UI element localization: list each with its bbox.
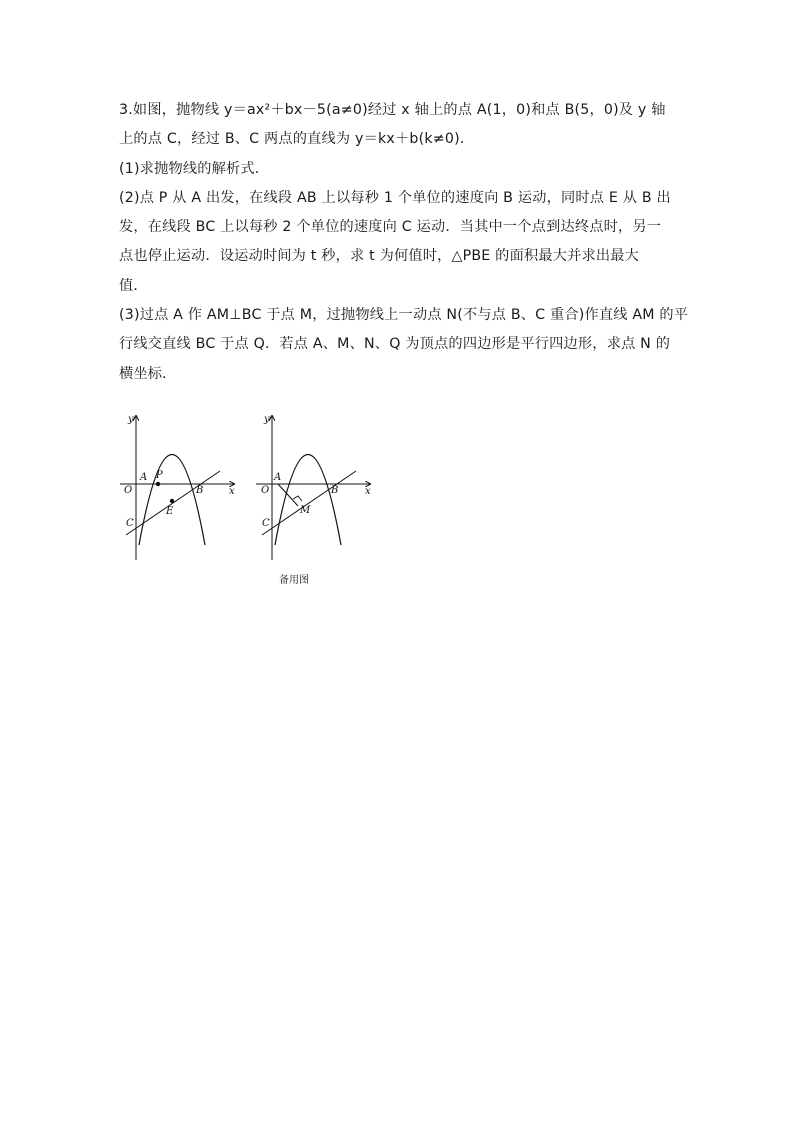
label-y-1: y — [128, 414, 134, 425]
label-o-1: O — [124, 485, 133, 496]
label-x-1: x — [229, 486, 235, 497]
part-3-line-3: 横坐标． — [119, 365, 177, 382]
label-a-1: A — [140, 472, 148, 483]
part-1: (1)求抛物线的解析式． — [119, 160, 270, 177]
problem-text — [119, 96, 697, 389]
label-a-2: A — [274, 472, 282, 483]
figures-svg — [116, 410, 376, 570]
part-2-line-4: 值． — [119, 277, 148, 294]
label-b-1: B — [196, 485, 204, 496]
label-p-1: P — [156, 470, 163, 481]
label-c-2: C — [262, 518, 270, 529]
intro-line-1: 3.如图，抛物线 y＝ax²＋bx－5(a≠0)经过 x 轴上的点 A(1，0)和点 B(5，0)及 y 轴 — [119, 102, 666, 118]
point-e — [170, 499, 174, 503]
part-2-line-3: 点也停止运动．设运动时间为 t 秒，求 t 为何值时，△PBE 的面积最大并求出最大 — [119, 248, 640, 265]
figures — [116, 410, 376, 590]
label-y-2: y — [264, 414, 270, 425]
part-2-line-2: 发，在线段 BC 上以每秒 2 个单位的速度向 C 运动．当其中一个点到达终点时，另一 — [119, 219, 662, 236]
label-x-2: x — [365, 486, 371, 497]
label-c-1: C — [126, 518, 134, 529]
figure-2 — [256, 414, 371, 560]
label-b-2: B — [331, 485, 339, 496]
label-o-2: O — [261, 485, 270, 496]
figure-1 — [120, 414, 235, 560]
label-m-2: M — [300, 505, 311, 516]
point-p — [156, 482, 160, 486]
label-e-1: E — [166, 506, 174, 517]
right-angle-mark — [293, 496, 302, 501]
part-3-line-2: 行线交直线 BC 于点 Q．若点 A、M、N、Q 为顶点的四边形是平行四边形，求点 N 的 — [119, 336, 671, 353]
part-2-line-1: (2)点 P 从 A 出发，在线段 AB 上以每秒 1 个单位的速度向 B 运动，同时点 E 从 B 出 — [119, 189, 671, 206]
parabola-2 — [275, 455, 341, 546]
figure-caption: 备用图 — [279, 575, 309, 586]
intro-line-2: 上的点 C，经过 B、C 两点的直线为 y＝kx＋b(k≠0)． — [119, 131, 475, 148]
part-3-line-1: (3)过点 A 作 AM⊥BC 于点 M，过抛物线上一动点 N(不与点 B、C 重合)作直线 AM 的平 — [119, 307, 689, 324]
